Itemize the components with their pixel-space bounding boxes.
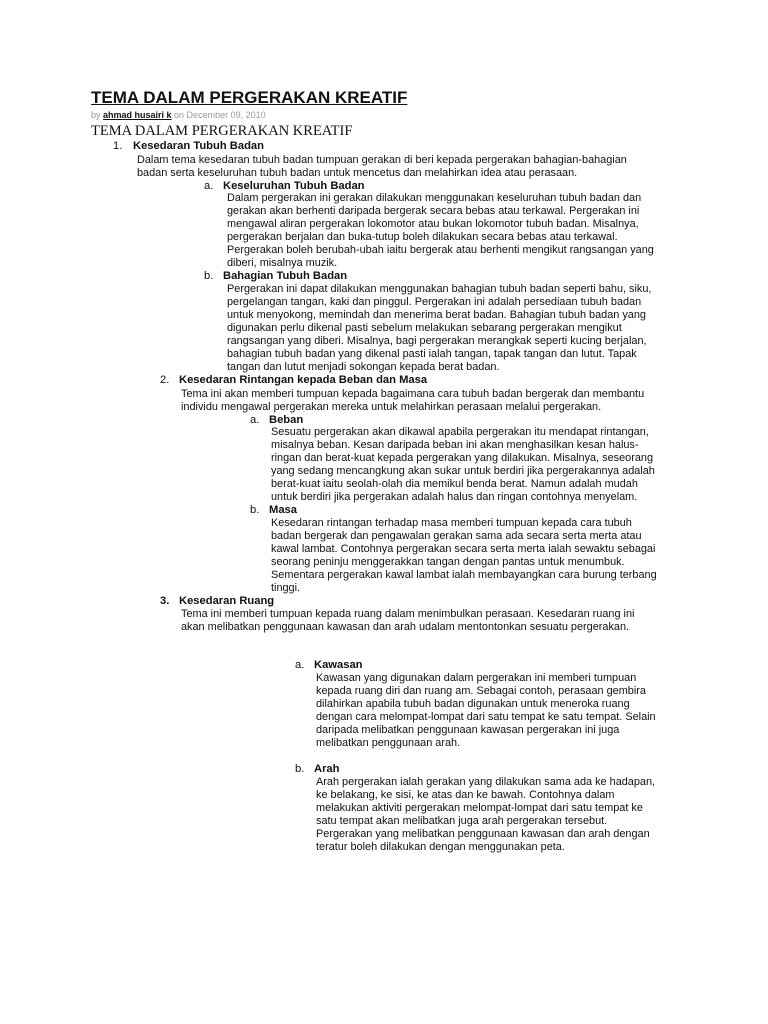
section-body: Tema ini akan memberi tumpuan kepada bagaimana cara tubuh badan bergerak dan membantu individu mengawal pergerakan mereka untuk melahirkan perasaan melalui pergerakan.: [181, 388, 645, 413]
subsection-heading: Bahagian Tubuh Badan: [223, 270, 348, 282]
subsection-heading: Arah: [314, 763, 340, 775]
subsection-letter: b.: [250, 504, 260, 516]
section-heading: Kesedaran Rintangan kepada Beban dan Masa: [179, 374, 428, 386]
subsection-letter: a.: [250, 414, 260, 426]
subsection-heading: Kawasan: [314, 659, 363, 671]
subsection-heading: Masa: [269, 504, 297, 516]
subsection-letter: b.: [204, 270, 214, 282]
section-heading: Kesedaran Ruang: [179, 595, 275, 607]
subsection-body: Kawasan yang digunakan dalam pergerakan ini memberi tumpuan kepada ruang diri dan ruang am. Sebagai contoh, perasaan gembira dilahirkan apabila tubuh badan digunakan untuk meneroka ruang dengan cara melompat-lompat dari satu tempat ke satu tempat. Selain daripada melibatkan penggunaan kawasan pergerakan ini juga melibatkan penggunaan arah.: [316, 672, 656, 749]
subsection-heading: Keseluruhan Tubuh Badan: [223, 180, 365, 192]
byline-prefix: by: [91, 110, 104, 120]
section-number: 2.: [160, 374, 170, 386]
section-number: 3.: [160, 595, 170, 607]
document-title: TEMA DALAM PERGERAKAN KREATIF: [91, 88, 408, 107]
subsection-body: Dalam pergerakan ini gerakan dilakukan menggunakan keseluruhan tubuh badan dan gerakan akan berhenti daripada bergerak secara bebas atau terkawal. Pergerakan ini mengawal aliran pergerakan lokomotor atau bukan lokomotor tubuh badan. Misalnya, pergerakan berjalan dan buka-tutup boleh dilakukan secara bebas atau terkawal. Pergerakan boleh berubah-ubah iaitu bergerak atau berhenti mengikut rangsangan yang diberi, misalnya muzik.: [227, 192, 654, 269]
section-heading: Kesedaran Tubuh Badan: [133, 140, 264, 152]
subsection-body: Arah pergerakan ialah gerakan yang dilakukan sama ada ke hadapan, ke belakang, ke sisi, ke atas dan ke bawah. Contohnya dalam melakukan aktiviti pergerakan melompat-lompat dari satu tempat ke satu tempat akan melibatkan juga arah pergerakan tersebut. Pergerakan yang melibatkan penggunaan kawasan dan arah dengan teratur boleh dilakukan dengan menggunakan peta.: [316, 776, 656, 853]
section-body: Dalam tema kesedaran tubuh badan tumpuan gerakan di beri kepada pergerakan bahagian-bahagian badan serta keseluruhan tubuh badan untuk mencetus dan melahirkan idea atau perasaan.: [137, 154, 627, 179]
subsection-letter: b.: [295, 763, 305, 775]
document-subtitle: TEMA DALAM PERGERAKAN KREATIF: [91, 123, 353, 139]
section-number: 1.: [113, 140, 123, 152]
subsection-body: Kesedaran rintangan terhadap masa memberi tumpuan kepada cara tubuh badan bergerak dan pengawalan gerakan sama ada secara serta merta atau kawal lambat. Contohnya pergerakan secara serta merta ialah sewaktu sebagai seorang peninju menggerakkan tangan dengan pantas untuk menumbuk. Sementara pergerakan kawal lambat ialah membayangkan cara burung terbang tinggi.: [271, 517, 657, 594]
author-link[interactable]: ahmad husairi k: [103, 110, 172, 120]
subsection-letter: a.: [295, 659, 305, 671]
byline: [91, 110, 266, 120]
subsection-body: Sesuatu pergerakan akan dikawal apabila pergerakan itu mendapat rintangan, misalnya beban. Kesan daripada beban ini akan menghasilkan kesan halus- ringan dan berat-kuat kepada pergerakan yang dilakukan. Misalnya, seseorang yang sedang mencangkung akan sukar untuk berdiri jika pergerakannya adalah berat-kuat iaitu seolah-olah dia memikul benda berat. Namun adalah mudah untuk berdiri jika pergerakan adalah halus dan ringan contohnya menyelam.: [271, 426, 655, 503]
subsection-body: Pergerakan ini dapat dilakukan menggunakan bahagian tubuh badan seperti bahu, siku, pergelangan tangan, kaki dan pinggul. Pergerakan ini adalah persediaan tubuh badan untuk menyokong, memindah dan menerima berat badan. Bahagian tubuh badan yang digunakan perlu dikenal pasti sebelum melakukan sebarang pergerakan mengikut rangsangan yang diberi. Misalnya, bagi pergerakan merangkak seperti kucing berjalan, bahagian tubuh badan yang dikenal pasti ialah tangan, tapak tangan dan lutut. Tapak tangan dan lutut menjadi sokongan kepada berat badan.: [227, 283, 652, 373]
subsection-heading: Beban: [269, 414, 304, 426]
byline-date: on December 09, 2010: [171, 110, 266, 120]
section-body: Tema ini memberi tumpuan kepada ruang dalam menimbulkan perasaan. Kesedaran ruang ini akan melibatkan penggunaan kawasan dan arah udalam mentontonkan sesuatu pergerakan.: [181, 608, 635, 633]
subsection-letter: a.: [204, 180, 214, 192]
